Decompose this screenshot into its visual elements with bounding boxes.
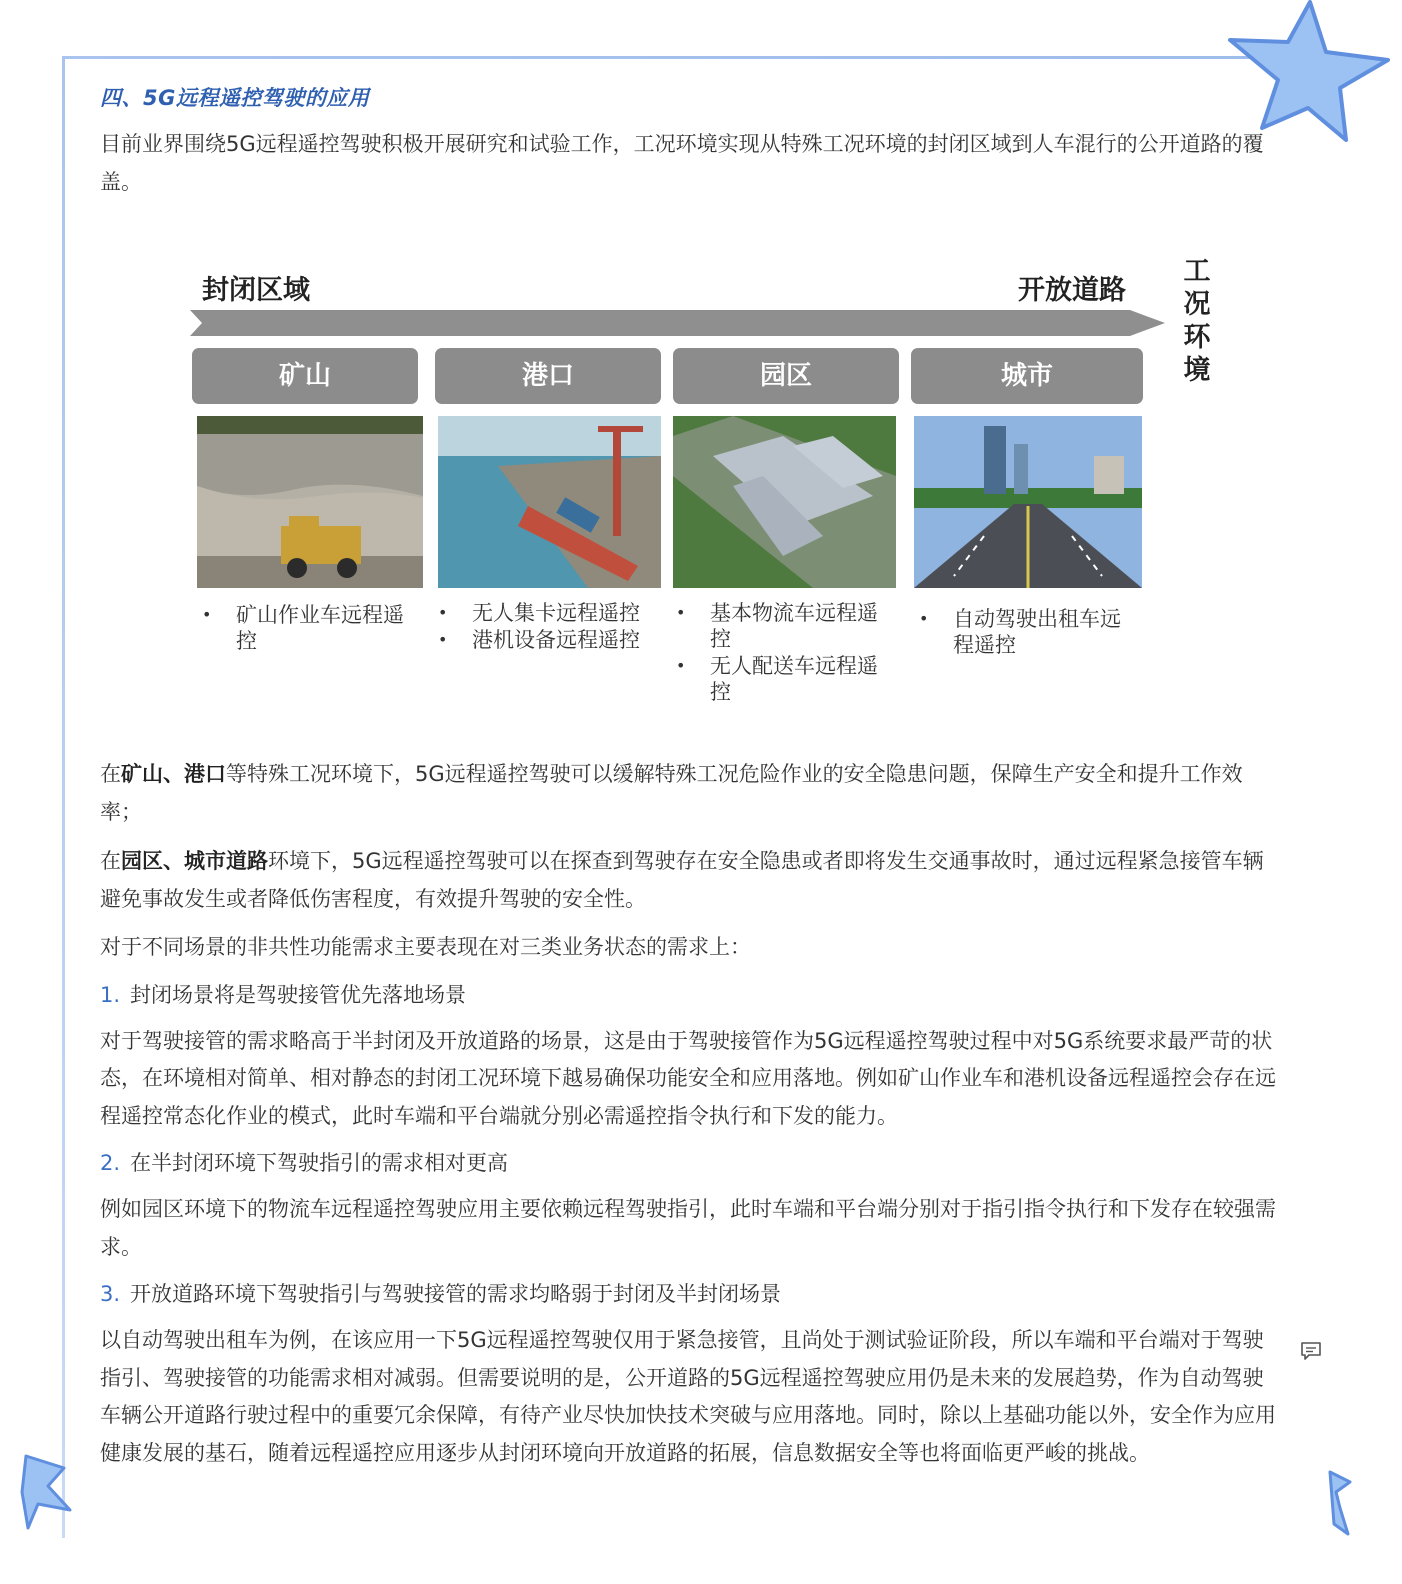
port-photo: [438, 416, 661, 588]
mine-bullet-list: [202, 602, 417, 655]
star-icon: [1326, 1468, 1356, 1548]
paragraph-requirements-intro: 对于不同场景的非共性功能需求主要表现在对三类业务状态的需求上：: [100, 935, 751, 959]
environment-diagram: [190, 250, 1230, 720]
item-1-body: 对于驾驶接管的需求略高于半封闭及开放道路的场景，这是由于驾驶接管作为5G远程遥控驾驶过程中对5G系统要求最严苛的状态，在环境相对简单、相对静态的封闭工况环境下越易确保功能安全和应用落地。例如矿山作业车和港机设备远程遥控会存在远程遥控常态化作业的模式，此时车端和平台端就分别必需遥控指令执行和下发的能力。: [100, 1028, 1276, 1128]
working-environment-label: 工 况 环 境: [1183, 256, 1211, 386]
numbered-heading: 3. 开放道路环境下驾驶指引与驾驶接管的需求均略弱于封闭及半封闭场景: [100, 1282, 782, 1306]
category-mine: 矿山: [192, 348, 418, 404]
list-item: • 基本物流车远程遥控: [676, 600, 891, 652]
list-item: • 港机设备远程遥控: [438, 627, 653, 653]
city-bullet-list: [919, 606, 1134, 659]
paragraph-park-city: 在园区、城市道路环境下，5G远程遥控驾驶可以在探查到驾驶存在安全隐患或者即将发生交通事故时，通过远程紧急接管车辆避免事故发生或者降低伤害程度，有效提升驾驶的安全性。: [100, 849, 1264, 911]
frame-left-border: [62, 58, 65, 1538]
progression-arrow: [190, 306, 1165, 340]
list-item: • 无人集卡远程遥控: [438, 600, 653, 626]
category-park: 园区: [673, 348, 899, 404]
article-body: [100, 756, 1280, 1472]
list-item: • 自动驾驶出租车远程遥控: [919, 606, 1134, 658]
category-city: 城市: [911, 348, 1143, 404]
mine-photo: [197, 416, 423, 588]
paragraph-mine-port: 在矿山、港口等特殊工况环境下，5G远程遥控驾驶可以缓解特殊工况危险作业的安全隐患问题，保障生产安全和提升工作效率；: [100, 762, 1243, 824]
list-item: • 矿山作业车远程遥控: [202, 602, 417, 654]
item-2-body: 例如园区环境下的物流车远程遥控驾驶应用主要依赖远程驾驶指引，此时车端和平台端分别对于指引指令执行和下发存在较强需求。: [100, 1197, 1276, 1259]
star-icon: [18, 1452, 78, 1532]
closed-area-label: 封闭区域: [202, 275, 310, 306]
comment-icon[interactable]: [1300, 1341, 1322, 1361]
open-road-label: 开放道路: [1018, 275, 1126, 306]
category-port: 港口: [435, 348, 661, 404]
intro-paragraph: 目前业界围绕5G远程遥控驾驶积极开展研究和试验工作，工况环境实现从特殊工况环境的封闭区域到人车混行的公开道路的覆盖。: [100, 132, 1264, 194]
city-photo: [914, 416, 1142, 588]
numbered-heading: 1. 封闭场景将是驾驶接管优先落地场景: [100, 982, 467, 1007]
port-bullet-list: [438, 600, 653, 654]
park-bullet-list: [676, 600, 891, 706]
section-title: 四、5G远程遥控驾驶的应用: [100, 86, 370, 110]
numbered-heading: 2. 在半封闭环境下驾驶指引的需求相对更高: [100, 1151, 509, 1175]
article: [100, 82, 1280, 201]
item-3-body: 以自动驾驶出租车为例，在该应用一下5G远程遥控驾驶仅用于紧急接管，且尚处于测试验证阶段，所以车端和平台端对于驾驶指引、驾驶接管的功能需求相对减弱。但需要说明的是，公开道路的5G远程遥控驾驶应用仍是未来的发展趋势，作为自动驾驶车辆公开道路行驶过程中的重要冗余保障，有待产业尽快加快技术突破与应用落地。同时，除以上基础功能以外，安全作为应用健康发展的基石，随着远程遥控应用逐步从封闭环境向开放道路的拓展，信息数据安全等也将面临更严峻的挑战。: [100, 1328, 1276, 1465]
frame-top-border: [62, 56, 1322, 59]
park-photo: [673, 416, 896, 588]
list-item: • 无人配送车远程遥控: [676, 653, 891, 705]
